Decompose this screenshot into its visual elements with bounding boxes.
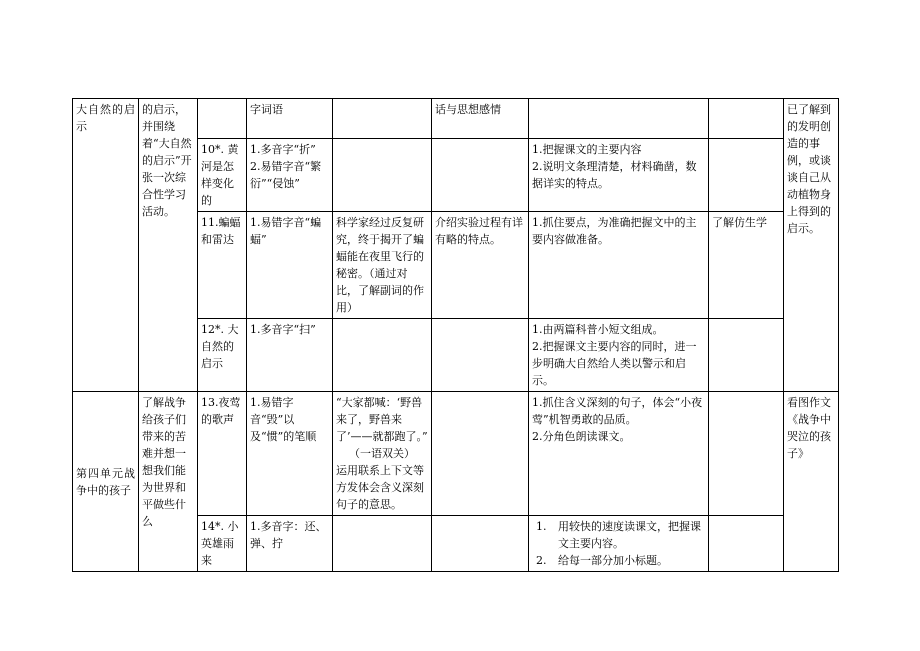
words-cell: 1.易错字音“毁”以及“惯”的笔顺: [247, 392, 333, 516]
reading-cell: 话与思想感情: [432, 99, 529, 139]
words-cell: 1.多音字“扫”: [247, 319, 333, 392]
sentence-cell: [333, 139, 432, 212]
reading-cell: [432, 392, 529, 516]
words-line: 2.易错字音“繁衍”“侵蚀”: [250, 160, 322, 190]
words-cell: 字词语: [247, 99, 333, 139]
goal-cell: 的启示，并围绕着“大自然的启示”开张一次综合性学习活动。: [139, 99, 198, 392]
lesson-cell: [198, 99, 247, 139]
table-row: [73, 392, 839, 516]
training-line: 2.分角色朗读课文。: [532, 430, 631, 443]
practice-cell: 看图作文《战争中哭泣的孩子》: [784, 392, 839, 572]
numbered-item: [532, 518, 705, 552]
words-line: 1.多音字“折”: [250, 143, 316, 156]
lesson-cell: 13.夜莺的歌声: [198, 392, 247, 516]
practice-cell: 已了解到的发明创造的事例，或谈谈自己从动植物身上得到的启示。: [784, 99, 839, 392]
sentence-cell: [333, 392, 432, 516]
lesson-cell: 10*. 黄河是怎样变化的: [198, 139, 247, 212]
table-row: [73, 99, 839, 139]
training-cell: [529, 392, 709, 516]
unit-cell: 第四单元战争中的孩子: [73, 392, 139, 572]
goal-cell: 了解战争给孩子们带来的苦难并想一想我们能为世界和平做些什么: [139, 392, 198, 572]
lesson-cell: 14*. 小英雄雨来: [198, 516, 247, 572]
sentence-cell: [333, 99, 432, 139]
words-cell: [247, 139, 333, 212]
sentence-cell: [333, 319, 432, 392]
training-line: 2.把握课文主要内容的同时，进一步明确大自然给人类以警示和启示。: [532, 340, 697, 387]
extension-cell: [709, 319, 784, 392]
sentence-cell: [333, 516, 432, 572]
lesson-plan-table: [72, 98, 839, 572]
extension-cell: [709, 516, 784, 572]
item-text: 给每一部分加小标题。: [558, 554, 668, 567]
reading-cell: 介绍实验过程有详有略的特点。: [432, 212, 529, 319]
lesson-cell: 12*. 大自然的启示: [198, 319, 247, 392]
extension-cell: 了解仿生学: [709, 212, 784, 319]
extension-cell: [709, 392, 784, 516]
reading-cell: [432, 516, 529, 572]
extension-cell: [709, 99, 784, 139]
training-line: 1.抓住含义深刻的句子，体会“小夜莺”机智勇敢的品质。: [532, 396, 703, 426]
training-line: 1.由两篇科普小短文组成。: [532, 323, 664, 336]
training-cell: [529, 99, 709, 139]
words-cell: 1.易错字音“蝙蝠”: [247, 212, 333, 319]
training-cell: 1.抓住要点，为准确把握文中的主要内容做准备。: [529, 212, 709, 319]
reading-cell: [432, 319, 529, 392]
unit-cell: 大自然的启示: [73, 99, 139, 392]
sentence-cell: 科学家经过反复研究，终于揭开了蝙蝠能在夜里飞行的秘密。（通过对比，了解副词的作用）: [333, 212, 432, 319]
sentence-line: “大家都喊：‘野兽来了，野兽来了’——就都跑了。”: [336, 396, 428, 443]
training-cell: [529, 319, 709, 392]
lesson-cell: 11.蝙蝠和雷达: [198, 212, 247, 319]
sentence-line: （一语双关）: [349, 447, 415, 460]
item-number: 2.: [536, 554, 547, 567]
training-line: 1.把握课文的主要内容: [532, 143, 642, 156]
training-line: 2.说明文条理清楚，材料确凿，数据详实的特点。: [532, 160, 697, 190]
reading-cell: [432, 139, 529, 212]
words-cell: 1.多音字：还、弹、拧: [247, 516, 333, 572]
item-text: 用较快的速度读课文，把握课文主要内容。: [558, 520, 701, 550]
numbered-item: [532, 552, 705, 569]
extension-cell: [709, 139, 784, 212]
sentence-line: 运用联系上下文等方发体会含义深刻句子的意思。: [336, 464, 424, 511]
training-cell: [529, 516, 709, 572]
item-number: 1.: [536, 520, 547, 533]
training-cell: [529, 139, 709, 212]
